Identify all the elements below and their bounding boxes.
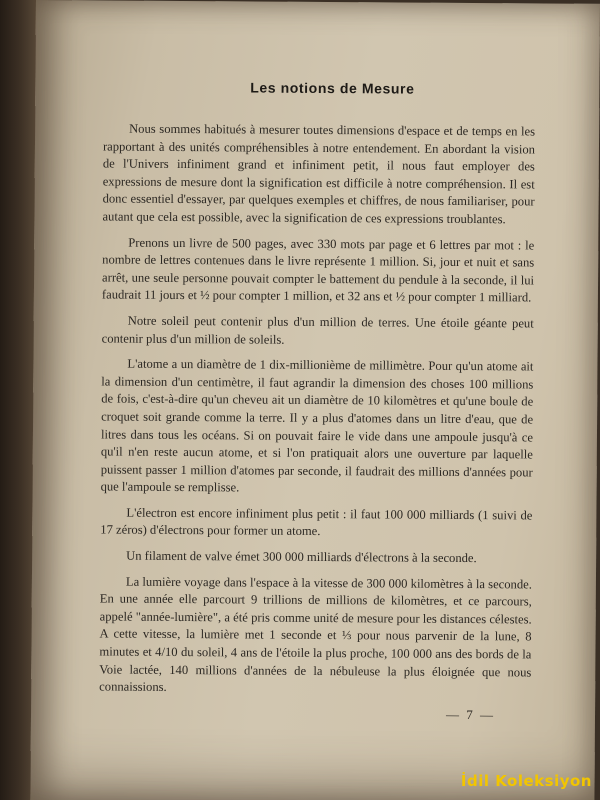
paragraph-intro: Nous sommes habitués à mesurer toutes dimensions d'espace et de temps en les rapportant à des unités compréhensibles à notre entendement. En abordant la vision de l'Univers infiniment grand et infiniment petit, il nous faut employer des expressions de mesure dont la signification est difficile à notre compréhension. Il est donc essentiel d'essayer, par quelques exemples et chiffres, de nous familiariser, pour autant que cela est possible, avec la signification de ces expressions troublantes. bbox=[102, 121, 536, 227]
body-text bbox=[99, 120, 535, 707]
paragraph-book-example: Prenons un livre de 500 pages, avec 330 mots par page et 6 lettres par mot : le nombre de lettres contenues dans le livre représente 1 million. Si, jour et nuit et sans arrêt, une seule personne pouvait compter le battement du pendule à la seconde, il lui faudrait 11 jours et ½ pour compter 1 million, et 32 ans et ½ pour compter 1 milliard. bbox=[101, 235, 535, 305]
page-title: Les notions de Mesure bbox=[250, 79, 415, 97]
paragraph-electron: L'électron est encore infiniment plus petit : il faut 100 000 milliards (1 suivi de 17 zéros) d'électrons pour former un atome. bbox=[100, 505, 533, 539]
page-number: — 7 — bbox=[445, 706, 496, 723]
paragraph-sun: Notre soleil peut contenir plus d'un million de terres. Une étoile géante peut contenir plus d'un million de soleils. bbox=[101, 313, 534, 347]
book-page bbox=[30, 0, 600, 800]
paragraph-filament: Un filament de valve émet 300 000 milliards d'électrons à la seconde. bbox=[126, 548, 477, 566]
watermark-text: İdil Koleksiyon bbox=[460, 772, 592, 790]
paragraph-light: La lumière voyage dans l'espace à la vitesse de 300 000 kilomètres à la seconde. En une année elle parcourt 9 trillions de millions de kilomètres, et ce parcours, appelé "année-lumière", a été pris comme unité de mesure pour les distances célestes. A cette vitesse, la lumière met 1 seconde et ⅓ pour nous parvenir de la lune, 8 minutes et 4/10 du soleil, 4 ans de l'étoile la plus proche, 100 000 ans des bords de la Voie lactée, 140 millions d'années de la nébuleuse la plus éloignée que nous connaissions. bbox=[99, 574, 532, 695]
paragraph-atom: L'atome a un diamètre de 1 dix-millionième de millimètre. Pour qu'un atome ait la dimension d'un centimètre, il faut agrandir la dimension des choses 100 millions de fois, c'est-à-dire qu'un cheveu ait un diamètre de 10 kilomètres et qu'une boule de croquet soit grande comme la terre. Il y a plus d'atomes dans un litre d'eau, que de litres dans tous les océans. Si on pouvait faire le vide dans une ampoule jusqu'à ce qu'il n'en reste aucun atome, et si l'on pratiquait alors une ouverture par laquelle puissent passer 1 million d'atomes par seconde, il faudrait des millions d'années pour que l'ampoule se remplisse. bbox=[100, 356, 534, 495]
